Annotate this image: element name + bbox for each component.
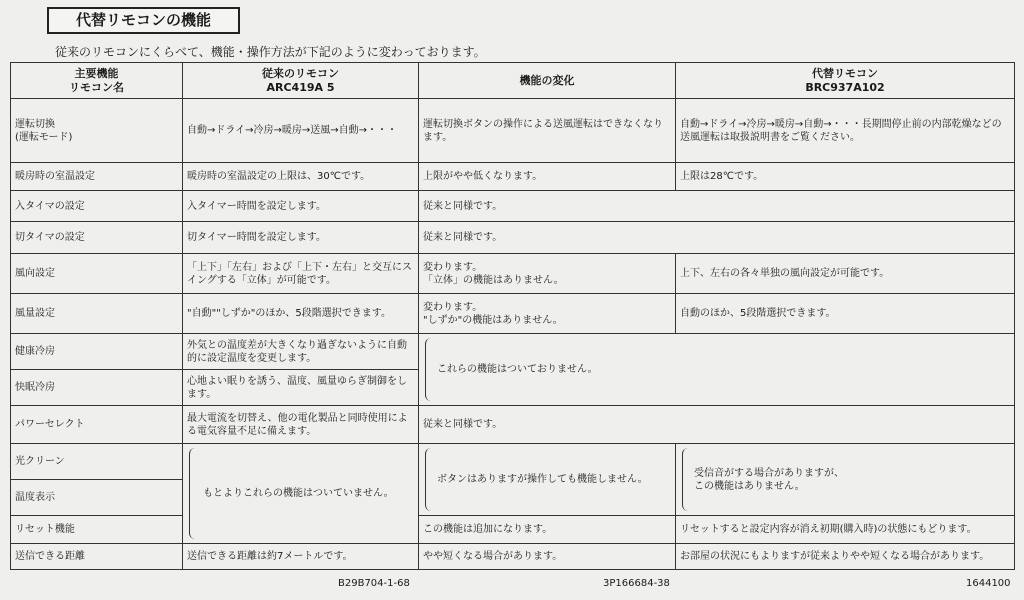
header-new-line1: 代替リモコン — [812, 66, 878, 80]
new-cell: 上限は28℃です。 — [676, 163, 1015, 191]
table-row — [11, 544, 1015, 570]
table-row — [11, 254, 1015, 294]
feature-sublabel: (運転モード) — [15, 131, 73, 143]
change-line2: "しずか"の機能はありません。 — [423, 314, 563, 326]
feature-label: 運転切換 — [15, 118, 55, 130]
document-title: 代替リモコンの機能 — [47, 7, 240, 34]
new-cell: 自動→ドライ→冷房→暖房→自動→・・・長期間停止前の内部乾燥などの送風運転は取扱説明書をご覧ください。 — [676, 99, 1015, 163]
feature-cell: 暖房時の室温設定 — [11, 163, 183, 191]
new-cell: リセットすると設定内容が消え初期(購入時)の状態にもどります。 — [676, 516, 1015, 544]
header-feature — [11, 63, 183, 99]
feature-cell: 風向設定 — [11, 254, 183, 294]
change-cell: 従来と同様です。 — [419, 191, 1015, 222]
change-cell: 従来と同様です。 — [419, 406, 1015, 444]
header-feature-line2: リモコン名 — [69, 80, 124, 94]
footer-code-right: 1644100 — [966, 578, 1011, 589]
new-merged-line2: この機能はありません。 — [694, 480, 805, 492]
table-row — [11, 99, 1015, 163]
feature-cell: パワーセレクト — [11, 406, 183, 444]
old-cell: 暖房時の室温設定の上限は、30℃です。 — [183, 163, 419, 191]
old-cell: 「上下」「左右」および「上下・左右」と交互にスイングする「立体」が可能です。 — [183, 254, 419, 294]
new-cell-merged — [676, 444, 1015, 516]
table-row — [11, 444, 1015, 480]
change-cell: この機能は追加になります。 — [419, 516, 676, 544]
header-old-line1: 従来のリモコン — [262, 66, 339, 80]
change-cell-merged — [419, 334, 1015, 406]
function-comparison-table — [10, 62, 1015, 570]
change-line1: 変わります。 — [423, 261, 483, 273]
table-row — [11, 163, 1015, 191]
old-cell: 最大電流を切替え、他の電化製品と同時使用による電気容量不足に備えます。 — [183, 406, 419, 444]
change-line1: 変わります。 — [423, 301, 483, 313]
left-brace — [682, 448, 689, 511]
old-cell: 自動→ドライ→冷房→暖房→送風→自動→・・・ — [183, 99, 419, 163]
new-merged-line1: 受信音がする場合がありますが、 — [694, 467, 844, 479]
header-change — [419, 63, 676, 99]
old-cell: 切タイマー時間を設定します。 — [183, 222, 419, 254]
change-cell — [419, 254, 676, 294]
header-row — [11, 63, 1015, 99]
header-feature-line1: 主要機能 — [74, 66, 119, 80]
header-new-remote — [676, 63, 1015, 99]
table-row — [11, 334, 1015, 370]
feature-cell: 快眠冷房 — [11, 370, 183, 406]
old-cell-merged — [183, 444, 419, 544]
feature-cell: 風量設定 — [11, 294, 183, 334]
header-new-line2: BRC937A102 — [805, 80, 885, 94]
change-cell: 従来と同様です。 — [419, 222, 1015, 254]
change-cell: やや短くなる場合があります。 — [419, 544, 676, 570]
old-cell: 心地よい眠りを誘う、温度、風量ゆらぎ制御をします。 — [183, 370, 419, 406]
change-cell: 上限がやや低くなります。 — [419, 163, 676, 191]
feature-cell: 温度表示 — [11, 480, 183, 516]
change-cell — [419, 294, 676, 334]
feature-cell — [11, 99, 183, 163]
table-row — [11, 294, 1015, 334]
change-merged-text: これらの機能はついておりません。 — [437, 364, 598, 375]
new-cell: 自動のほか、5段階選択できます。 — [676, 294, 1015, 334]
left-brace — [425, 338, 432, 401]
feature-cell: リセット機能 — [11, 516, 183, 544]
feature-cell: 入タイマの設定 — [11, 191, 183, 222]
old-cell: 送信できる距離は約7メートルです。 — [183, 544, 419, 570]
old-cell: 入タイマー時間を設定します。 — [183, 191, 419, 222]
header-old-remote — [183, 63, 419, 99]
feature-cell: 送信できる距離 — [11, 544, 183, 570]
old-merged-text: もとよりこれらの機能はついていません。 — [203, 488, 394, 499]
old-cell: "自動""しずか"のほか、5段階選択できます。 — [183, 294, 419, 334]
new-cell: 上下、左右の各々単独の風向設定が可能です。 — [676, 254, 1015, 294]
header-old-line2: ARC419A 5 — [266, 80, 335, 94]
table-row — [11, 516, 1015, 544]
change-merged-text: ボタンはありますが操作しても機能しません。 — [437, 474, 648, 485]
intro-text: 従来のリモコンにくらべて、機能・操作方法が下記のように変わっております。 — [55, 45, 486, 59]
header-change-text: 機能の変化 — [519, 73, 575, 87]
left-brace — [425, 448, 432, 511]
feature-cell: 健康冷房 — [11, 334, 183, 370]
change-line2: 「立体」の機能はありません。 — [423, 274, 564, 286]
feature-cell: 切タイマの設定 — [11, 222, 183, 254]
feature-cell: 光クリーン — [11, 444, 183, 480]
table-row — [11, 222, 1015, 254]
change-cell-merged — [419, 444, 676, 516]
table-row — [11, 191, 1015, 222]
footer-code-center: 3P166684-38 — [603, 578, 670, 589]
footer-code-left: B29B704-1-68 — [338, 578, 410, 589]
new-cell: お部屋の状況にもよりますが従来よりやや短くなる場合があります。 — [676, 544, 1015, 570]
change-cell: 運転切換ボタンの操作による送風運転はできなくなります。 — [419, 99, 676, 163]
table-row — [11, 406, 1015, 444]
left-brace — [189, 448, 196, 539]
old-cell: 外気との温度差が大きくなり過ぎないように自動的に設定温度を変更します。 — [183, 334, 419, 370]
